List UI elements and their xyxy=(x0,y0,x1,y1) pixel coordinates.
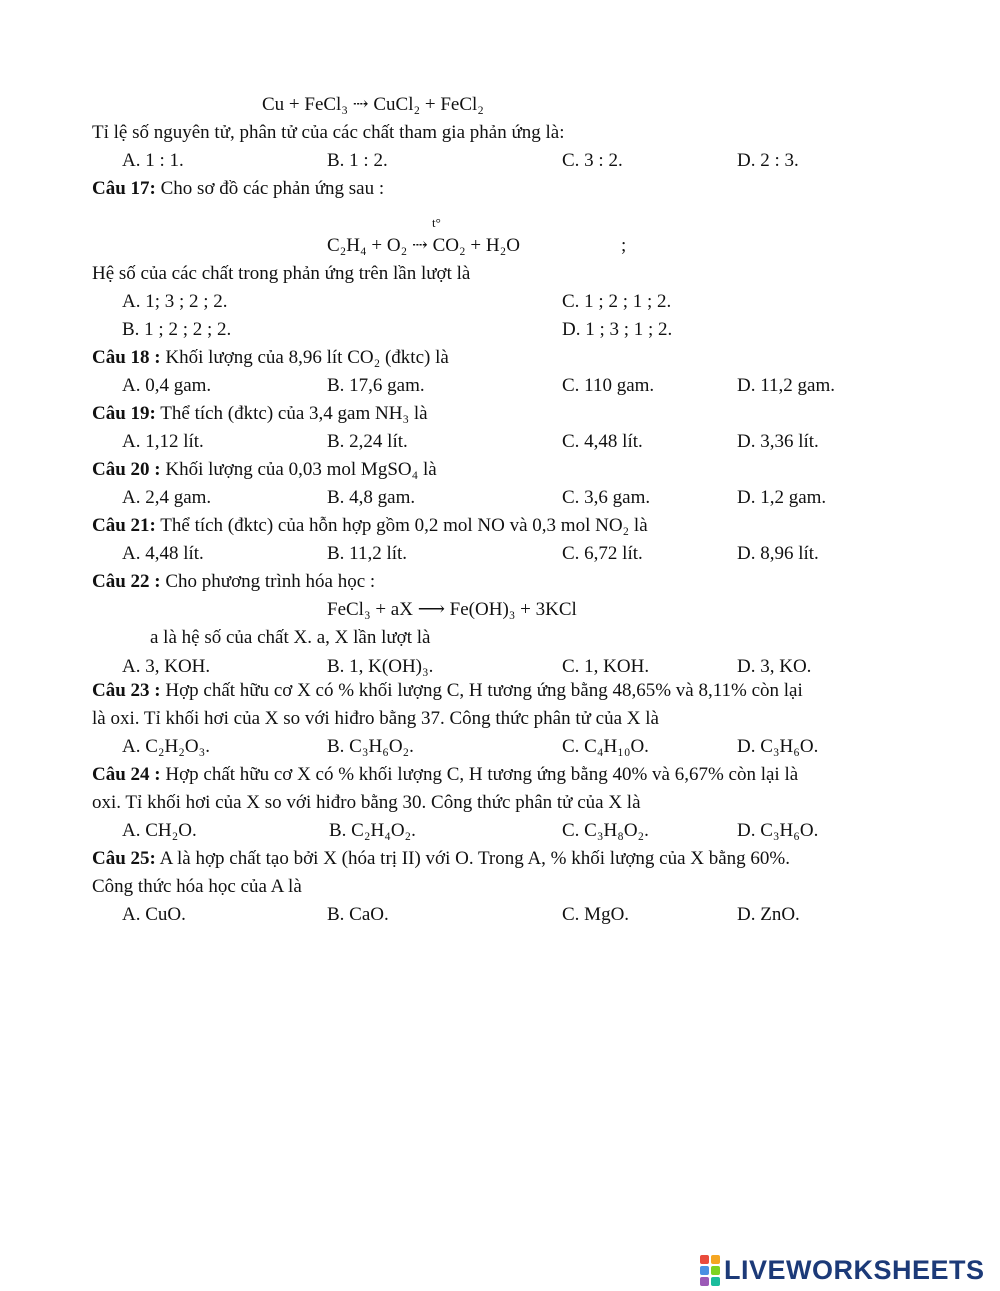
q17-option-d: D. 1 ; 3 ; 1 ; 2. xyxy=(562,319,673,340)
q21-number: Câu 21: xyxy=(92,515,156,536)
logo-tile xyxy=(711,1277,720,1286)
logo-tile xyxy=(700,1255,709,1264)
q17-equation: C₂H₄ + O₂ ⇢ CO₂ + H₂O xyxy=(327,235,520,256)
q21-heading xyxy=(92,514,648,538)
q25-text-line2: Công thức hóa học của A là xyxy=(92,876,302,897)
q17-condition: t° xyxy=(432,215,441,230)
q20-option-c: C. 3,6 gam. xyxy=(562,487,651,508)
q19-heading xyxy=(92,402,428,426)
q22-text: Cho phương trình hóa học : xyxy=(160,571,376,592)
q22-option-a: A. 3, KOH. xyxy=(122,656,211,677)
q23-text-line2: là oxi. Tỉ khối hơi của X so với hiđro bằng 37. Công thức phân tử của X là xyxy=(92,708,659,729)
q24-text-line2: oxi. Tỉ khối hơi của X so với hiđro bằng 30. Công thức phân tử của X là xyxy=(92,792,641,813)
q23-option-d: D. C₃H₆O. xyxy=(737,736,819,757)
q17-stem: Hệ số của các chất trong phản ứng trên lần lượt là xyxy=(92,263,471,284)
q17-option-a: A. 1; 3 ; 2 ; 2. xyxy=(122,291,228,312)
q23-heading xyxy=(92,679,803,703)
q21-option-b: B. 11,2 lít. xyxy=(327,543,408,564)
q20-number: Câu 20 : xyxy=(92,459,161,480)
q20-option-b: B. 4,8 gam. xyxy=(327,487,416,508)
q20-heading xyxy=(92,458,437,482)
q19-option-d: D. 3,36 lít. xyxy=(737,431,819,452)
q25-option-d: D. ZnO. xyxy=(737,904,800,925)
q24-number: Câu 24 : xyxy=(92,764,161,785)
q23-number: Câu 23 : xyxy=(92,680,161,701)
q16-option-d: D. 2 : 3. xyxy=(737,150,799,171)
q17-number: Câu 17: xyxy=(92,178,156,199)
q24-option-a: A. CH₂O. xyxy=(122,820,197,841)
q19-option-a: A. 1,12 lít. xyxy=(122,431,204,452)
q18-text: Khối lượng của 8,96 lít CO₂ (đktc) là xyxy=(160,347,449,368)
q23-option-b: B. C₃H₆O₂. xyxy=(327,736,414,757)
q25-option-c: C. MgO. xyxy=(562,904,630,925)
q23-option-c: C. C₄H₁₀O. xyxy=(562,736,649,757)
q19-number: Câu 19: xyxy=(92,403,156,424)
q18-option-a: A. 0,4 gam. xyxy=(122,375,212,396)
q23-option-a: A. C₂H₂O₃. xyxy=(122,736,210,757)
logo-tile xyxy=(700,1266,709,1275)
q24-option-b: B. C₂H₄O₂. xyxy=(329,820,416,841)
q25-heading xyxy=(92,847,790,871)
q17-option-c: C. 1 ; 2 ; 1 ; 2. xyxy=(562,291,672,312)
logo-tile xyxy=(711,1255,720,1264)
q16-option-c: C. 3 : 2. xyxy=(562,150,623,171)
q20-option-d: D. 1,2 gam. xyxy=(737,487,827,508)
q22-equation: FeCl₃ + aX ⟶ Fe(OH)₃ + 3KCl xyxy=(327,599,577,620)
q22-heading xyxy=(92,570,375,594)
q22-stem: a là hệ số của chất X. a, X lần lượt là xyxy=(150,627,431,648)
q16-stem: Tỉ lệ số nguyên tử, phân tử của các chất tham gia phản ứng là: xyxy=(92,122,565,143)
q20-option-a: A. 2,4 gam. xyxy=(122,487,212,508)
q22-number: Câu 22 : xyxy=(92,571,161,592)
q16-option-a: A. 1 : 1. xyxy=(122,150,184,171)
q22-option-c: C. 1, KOH. xyxy=(562,656,650,677)
q21-option-d: D. 8,96 lít. xyxy=(737,543,819,564)
q22-option-d: D. 3, KO. xyxy=(737,656,812,677)
equation-top: Cu + FeCl₃ ⇢ CuCl₂ + FeCl₂ xyxy=(262,94,484,115)
q18-option-d: D. 11,2 gam. xyxy=(737,375,835,396)
q23-text: Hợp chất hữu cơ X có % khối lượng C, H tương ứng bằng 48,65% và 8,11% còn lại xyxy=(160,680,803,701)
q21-text: Thể tích (đktc) của hỗn hợp gồm 0,2 mol NO và 0,3 mol NO₂ là xyxy=(155,515,648,536)
q20-text: Khối lượng của 0,03 mol MgSO₄ là xyxy=(160,459,437,480)
q19-option-c: C. 4,48 lít. xyxy=(562,431,643,452)
brand-wordmark: LIVEWORKSHEETS xyxy=(724,1254,985,1285)
q18-option-b: B. 17,6 gam. xyxy=(327,375,425,396)
q18-number: Câu 18 : xyxy=(92,347,161,368)
q22-option-b: B. 1, K(OH)₃. xyxy=(327,656,434,677)
q17-text: Cho sơ đồ các phản ứng sau : xyxy=(155,178,385,199)
q24-text: Hợp chất hữu cơ X có % khối lượng C, H tương ứng bằng 40% và 6,67% còn lại là xyxy=(160,764,799,785)
q24-heading xyxy=(92,763,798,787)
q25-option-b: B. CaO. xyxy=(327,904,389,925)
q17-semicolon: ; xyxy=(621,235,627,256)
liveworksheets-brand[interactable] xyxy=(700,1252,985,1288)
q18-heading xyxy=(92,346,449,370)
q17-option-b: B. 1 ; 2 ; 2 ; 2. xyxy=(122,319,232,340)
logo-tile xyxy=(711,1266,720,1275)
q18-option-c: C. 110 gam. xyxy=(562,375,655,396)
q21-option-c: C. 6,72 lít. xyxy=(562,543,643,564)
q16-option-b: B. 1 : 2. xyxy=(327,150,388,171)
logo-tile xyxy=(700,1277,709,1286)
q19-text: Thể tích (đktc) của 3,4 gam NH₃ là xyxy=(155,403,428,424)
q17-heading xyxy=(92,177,384,201)
q25-text: A là hợp chất tạo bởi X (hóa trị II) với O. Trong A, % khối lượng của X bằng 60%. xyxy=(155,848,791,869)
q24-option-d: D. C₃H₆O. xyxy=(737,820,819,841)
q24-option-c: C. C₃H₈O₂. xyxy=(562,820,649,841)
liveworksheets-logo-icon xyxy=(700,1255,720,1286)
q25-option-a: A. CuO. xyxy=(122,904,186,925)
q21-option-a: A. 4,48 lít. xyxy=(122,543,204,564)
q19-option-b: B. 2,24 lít. xyxy=(327,431,408,452)
q25-number: Câu 25: xyxy=(92,848,156,869)
